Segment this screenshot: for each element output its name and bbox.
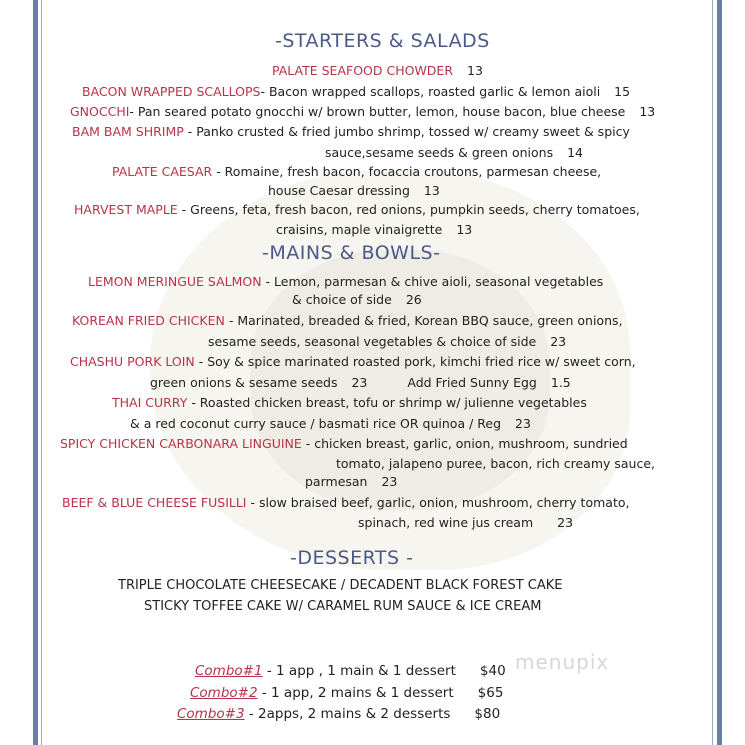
item-name: GNOCCHI [70, 104, 130, 119]
section-title-starters: -STARTERS & SALADS [275, 30, 490, 52]
item-price: 15 [614, 84, 631, 99]
item-price: 23 [351, 375, 368, 390]
item-description: - chicken breast, garlic, onion, mushroom, sundried [301, 436, 628, 451]
combo-item [177, 707, 500, 722]
item-description: house Caesar dressing [268, 183, 410, 198]
item-name: PALATE CAESAR [112, 164, 213, 179]
combo-name: Combo#2 [190, 685, 258, 701]
combo-item [195, 664, 506, 679]
item-name: SPICY CHICKEN CARBONARA LINGUINE [60, 436, 302, 451]
section-title-mains: -MAINS & BOWLS- [262, 242, 441, 264]
combo-description: - 1 app , 1 main & 1 dessert [266, 663, 456, 679]
item-description: - Romaine, fresh bacon, focaccia croutons, parmesan cheese, [212, 164, 602, 179]
item-description: spinach, red wine jus cream [358, 515, 534, 530]
combo-price: $40 [479, 663, 506, 679]
combo-description: - 1 app, 2 mains & 1 dessert [261, 685, 454, 701]
item-price: 23 [557, 515, 574, 530]
item-price: 13 [423, 183, 440, 198]
menu-item [272, 63, 483, 78]
menu-item [82, 84, 630, 99]
menu-item [70, 104, 655, 119]
menu-item [62, 495, 629, 510]
item-description: - Soy & spice marinated roasted pork, kimchi fried rice w/ sweet corn, [194, 354, 636, 369]
item-price: 23 [550, 334, 567, 349]
item-description: sesame seeds, seasonal vegetables & choice of side [208, 334, 537, 349]
menu-item [72, 313, 623, 328]
left-border [33, 0, 38, 745]
item-addon-price: 1.5 [550, 375, 571, 390]
menu-item-continuation [336, 456, 655, 471]
item-name: HARVEST MAPLE [74, 202, 178, 217]
menu-item-continuation [292, 292, 422, 307]
item-description: craisins, maple vinaigrette [276, 222, 443, 237]
menu-item-continuation [358, 515, 573, 530]
menu-item [70, 354, 636, 369]
menu-item-continuation [208, 334, 566, 349]
menu-item [112, 164, 601, 179]
dessert-line: TRIPLE CHOCOLATE CHEESECAKE / DECADENT BLACK FOREST CAKE [118, 578, 563, 593]
item-price: 23 [381, 474, 398, 489]
item-description: parmesan [305, 474, 368, 489]
item-description: - Panko crusted & fried jumbo shrimp, tossed w/ creamy sweet & spicy [183, 124, 630, 139]
menu-item [72, 124, 630, 139]
item-name: BEEF & BLUE CHEESE FUSILLI [62, 495, 247, 510]
item-description: - Roasted chicken breast, tofu or shrimp w/ julienne vegetables [187, 395, 587, 410]
combo-name: Combo#3 [177, 706, 245, 722]
item-name: CHASHU PORK LOIN [70, 354, 195, 369]
item-name: BACON WRAPPED SCALLOPS [82, 84, 261, 99]
combo-name: Combo#1 [195, 663, 263, 679]
dessert-line: STICKY TOFFEE CAKE W/ CARAMEL RUM SAUCE & ICE CREAM [144, 599, 542, 614]
menu-item [74, 202, 640, 217]
menu-item-continuation [150, 375, 571, 390]
item-name: PALATE SEAFOOD CHOWDER [272, 63, 454, 78]
menu-item-continuation [325, 145, 583, 160]
item-addon: Add Fried Sunny Egg [407, 375, 537, 390]
item-description: - Marinated, breaded & fried, Korean BBQ sauce, green onions, [224, 313, 623, 328]
menu-item [88, 274, 603, 289]
right-border-inner [712, 0, 713, 745]
item-name: LEMON MERINGUE SALMON [88, 274, 262, 289]
menu-item-continuation [305, 474, 397, 489]
item-price: 13 [639, 104, 656, 119]
combo-price: $65 [477, 685, 504, 701]
item-price: 13 [456, 222, 473, 237]
item-price: 13 [467, 63, 483, 78]
menu-item [112, 395, 587, 410]
right-border [717, 0, 722, 745]
item-description: & a red coconut curry sauce / basmati rice OR quinoa / Reg [130, 416, 502, 431]
menu-item-continuation [276, 222, 472, 237]
item-description: - Greens, feta, fresh bacon, red onions, pumpkin seeds, cherry tomatoes, [177, 202, 640, 217]
item-description: - Lemon, parmesan & chive aioli, seasonal vegetables [261, 274, 604, 289]
item-price: 23 [515, 416, 531, 431]
combo-price: $80 [474, 706, 501, 722]
combo-item [190, 686, 503, 701]
left-border-inner [41, 0, 42, 745]
item-price: 26 [405, 292, 422, 307]
section-title-desserts: -DESSERTS - [290, 547, 414, 569]
item-name: KOREAN FRIED CHICKEN [72, 313, 225, 328]
item-description: - slow braised beef, garlic, onion, mushroom, cherry tomato, [246, 495, 630, 510]
item-description: - Pan seared potato gnocchi w/ brown butter, lemon, house bacon, blue cheese [129, 104, 626, 119]
menu-item-continuation [268, 183, 440, 198]
watermark: menupix [515, 650, 610, 674]
item-description: sauce,sesame seeds & green onions [325, 145, 554, 160]
item-description: tomato, jalapeno puree, bacon, rich creamy sauce, [336, 456, 655, 471]
item-description: & choice of side [292, 292, 392, 307]
item-name: BAM BAM SHRIMP [72, 124, 184, 139]
item-name: THAI CURRY [112, 395, 188, 410]
item-description: - Bacon wrapped scallops, roasted garlic & lemon aioli [260, 84, 601, 99]
combo-description: - 2apps, 2 mains & 2 desserts [248, 706, 451, 722]
menu-item-continuation [130, 416, 531, 431]
item-price: 14 [567, 145, 583, 160]
menu-item [60, 436, 628, 451]
item-description: green onions & sesame seeds [150, 375, 338, 390]
